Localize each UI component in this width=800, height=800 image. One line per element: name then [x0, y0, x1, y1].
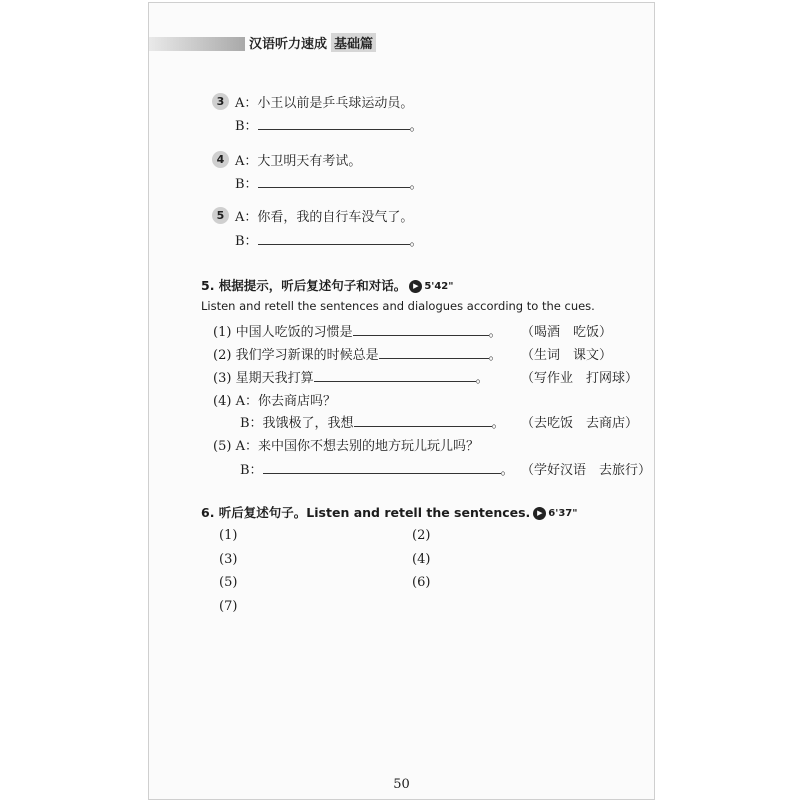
dialogue-text: 小王以前是乒乓球运动员。 — [257, 96, 414, 111]
retell-item-number: (3) — [219, 552, 238, 567]
answer-blank[interactable] — [353, 334, 489, 336]
retell-item — [213, 344, 502, 363]
period: 。 — [409, 119, 423, 134]
audio-timestamp: 6'37" — [548, 508, 578, 519]
item-number-badge: 4 — [212, 151, 229, 168]
speaker-b-label: B： — [235, 234, 258, 249]
speaker-a-label: A： — [235, 210, 258, 225]
audio-timestamp: 5'42" — [424, 281, 454, 292]
speaker-a-label: A： — [235, 154, 258, 169]
dialogue-line-a — [235, 92, 413, 111]
answer-blank[interactable] — [258, 243, 410, 245]
retell-item-number: (5) — [219, 575, 238, 590]
cue-words: （去吃饭 去商店） — [521, 416, 639, 431]
dialogue-line-b — [235, 173, 423, 192]
dialogue-line-a — [235, 206, 413, 225]
retell-item-number: (6) — [412, 575, 431, 590]
page-number: 50 — [393, 777, 410, 792]
dialogue-line-a — [235, 150, 361, 169]
answer-blank[interactable] — [314, 380, 476, 382]
dialogue-text: 大卫明天有考试。 — [257, 154, 362, 169]
retell-item-number: (7) — [219, 599, 238, 614]
item-number: (2) — [213, 348, 232, 363]
item-number: (5) — [213, 439, 232, 454]
period: 。 — [488, 325, 502, 340]
item-number: (3) — [213, 371, 232, 386]
speaker-b-label: B： — [235, 119, 258, 134]
dialogue-line-b — [235, 115, 423, 134]
section-6-title — [201, 503, 577, 521]
period: 。 — [500, 463, 514, 478]
item-number-badge: 3 — [212, 93, 229, 110]
book-subtitle: 基础篇 — [331, 33, 376, 52]
sentence-text: 我们学习新课的时候总是 — [235, 348, 379, 363]
speaker-b-label: B： — [235, 177, 258, 192]
section-6-heading: 6. 听后复述句子。Listen and retell the sentences. — [201, 505, 531, 520]
retell-item — [213, 367, 489, 386]
cue-words: （喝酒 吃饭） — [521, 325, 613, 340]
play-audio-icon[interactable]: ▶ — [409, 280, 422, 293]
header-decoration-bar — [149, 37, 245, 51]
speaker-a-label: A： — [235, 96, 258, 111]
retell-item-b — [240, 412, 505, 431]
section-5-heading: 5. 根据提示，听后复述句子和对话。 — [201, 278, 407, 293]
retell-item-number: (2) — [412, 528, 431, 543]
item-number: (4) — [213, 394, 232, 409]
answer-blank[interactable] — [258, 186, 410, 188]
cue-words: （生词 课文） — [521, 348, 613, 363]
period: 。 — [409, 177, 423, 192]
dialogue-line-b: B： — [240, 463, 263, 478]
play-audio-icon[interactable]: ▶ — [533, 507, 546, 520]
retell-item — [213, 435, 479, 454]
workbook-page — [148, 2, 655, 800]
retell-item-number: (1) — [219, 528, 238, 543]
dialogue-line-a: A：你去商店吗？ — [235, 394, 336, 409]
book-header — [249, 33, 376, 52]
answer-blank[interactable] — [379, 357, 489, 359]
section-5-instruction: Listen and retell the sentences and dialogues according to the cues. — [201, 299, 595, 313]
dialogue-line-a: A：来中国你不想去别的地方玩儿玩儿吗？ — [235, 439, 479, 454]
book-title: 汉语听力速成 — [249, 37, 328, 52]
answer-blank[interactable] — [263, 472, 501, 474]
retell-item — [213, 390, 336, 409]
item-number: (1) — [213, 325, 232, 340]
sentence-text: 星期天我打算 — [235, 371, 314, 386]
section-5-title — [201, 276, 453, 294]
period: 。 — [409, 234, 423, 249]
dialogue-text: 你看，我的自行车没气了。 — [257, 210, 414, 225]
cue-words: （学好汉语 去旅行） — [521, 463, 652, 478]
dialogue-line-b: B：我饿极了，我想 — [240, 416, 354, 431]
retell-item — [213, 321, 502, 340]
cue-words: （写作业 打网球） — [521, 371, 639, 386]
retell-item-b — [240, 459, 514, 478]
period: 。 — [475, 371, 489, 386]
answer-blank[interactable] — [354, 425, 492, 427]
dialogue-line-b — [235, 230, 423, 249]
answer-blank[interactable] — [258, 128, 410, 130]
retell-item-number: (4) — [412, 552, 431, 567]
period: 。 — [488, 348, 502, 363]
sentence-text: 中国人吃饭的习惯是 — [235, 325, 353, 340]
item-number-badge: 5 — [212, 207, 229, 224]
period: 。 — [491, 416, 505, 431]
